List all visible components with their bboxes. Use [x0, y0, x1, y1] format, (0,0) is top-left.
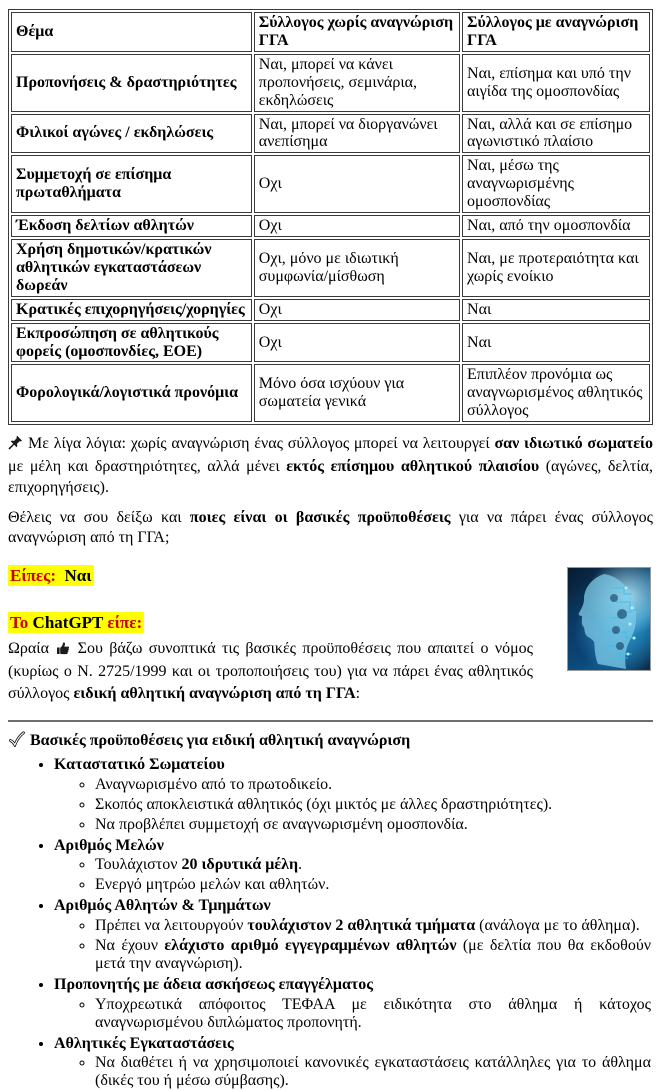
row-with: Ναι, από την ομοσπονδία: [462, 215, 650, 237]
you-said-line: [8, 565, 653, 588]
header-topic: Θέμα: [11, 12, 252, 52]
requirement-sublist: [54, 776, 653, 834]
pushpin-icon: [8, 435, 23, 457]
row-without: Οχι: [254, 155, 460, 213]
row-with: Ναι: [462, 323, 650, 363]
row-with: Ναι, μέσω της αναγνωρισμένης ομοσπονδίας: [462, 155, 650, 213]
requirement-subitem: ◦ Σκοπός αποκλειστικά αθλητικός (όχι μικτός με άλλες δραστηριότητες).: [95, 796, 653, 814]
requirement-item: [54, 837, 653, 895]
requirement-subitem: ◦ Αναγνωρισμένο από το πρωτοδικείο.: [95, 776, 653, 794]
requirement-subitem: ◦ Ενεργό μητρώο μελών και αθλητών.: [95, 876, 653, 894]
row-topic: Κρατικές επιχορηγήσεις/χορηγίες: [11, 299, 252, 321]
requirement-sublist: [54, 856, 653, 894]
requirement-title: Αριθμός Μελών: [54, 836, 164, 854]
table-row: [11, 299, 650, 321]
row-topic: Χρήση δημοτικών/κρατικών αθλητικών εγκαταστάσεων δωρεάν: [11, 239, 252, 297]
row-topic: Συμμετοχή σε επίσημα πρωταθλήματα: [11, 155, 252, 213]
chatgpt-said-highlight: [8, 612, 144, 633]
table-row: [11, 364, 650, 422]
requirement-sublist: [54, 1054, 653, 1090]
requirement-subitem: ◦ Πρέπει να λειτουργούν τουλάχιστον 2 αθλητικά τμήματα (ανάλογα με το άθλημα).: [95, 917, 653, 935]
chatgpt-said-line: [8, 612, 653, 635]
requirement-item: [54, 976, 653, 1032]
requirement-subitem: ◦ Υποχρεωτικά απόφοιτος ΤΕΦΑΑ με ειδικότητα στο άθλημα ή κάτοχος αναγνωρισμένου διπλώματος προπονητή.: [95, 996, 653, 1032]
row-without: Οχι: [254, 323, 460, 363]
you-said-answer: Ναι: [64, 566, 92, 586]
answer-paragraph: [8, 638, 533, 705]
table-row: [11, 114, 650, 154]
row-with: Ναι: [462, 299, 650, 321]
row-topic: Εκπροσώπηση σε αθλητικούς φορείς (ομοσπονδίες, ΕΟΕ): [11, 323, 252, 363]
ai-head-image: [567, 567, 651, 671]
requirement-item: [54, 1035, 653, 1090]
row-with: Ναι, με προτεραιότητα και χωρίς ενοίκιο: [462, 239, 650, 297]
requirement-title: Καταστατικό Σωματείου: [54, 755, 225, 773]
question-paragraph: Θέλεις να σου δείξω και ποιες είναι οι βασικές προϋποθέσεις για να πάρει ένας σύλλογος αναγνώριση από τη ΓΓΑ;: [8, 508, 654, 547]
requirement-item: [54, 897, 653, 973]
requirement-subitem: ◦ Τουλάχιστον 20 ιδρυτικά μέλη.: [95, 856, 653, 874]
requirements-heading: [8, 731, 653, 752]
row-without: Ναι, μπορεί να κάνει προπονήσεις, σεμινάρια, εκδηλώσεις: [254, 54, 460, 112]
header-without-recognition: Σύλλογος χωρίς αναγνώριση ΓΓΑ: [254, 12, 460, 52]
row-without: Ναι, μπορεί να διοργανώνει ανεπίσημα: [254, 114, 460, 154]
section-divider: [8, 720, 653, 722]
answer-text: Σου βάζω συνοπτικά τις βασικές προϋποθέσεις που απαιτεί ο νόμος (κυρίως ο Ν. 2725/1999 και οι τροποποιήσεις του) για να πάρει ένας αθλητικός σύλλογος ειδική αθλητική αναγνώριση από τη ΓΓΑ:: [8, 639, 533, 702]
chatgpt-said-suffix: είπε:: [103, 612, 143, 632]
row-without: Μόνο όσα ισχύουν για σωματεία γενικά: [254, 364, 460, 422]
row-topic: Φορολογικά/λογιστικά προνόμια: [11, 364, 252, 422]
requirement-title: Αθλητικές Εγκαταστάσεις: [54, 1034, 234, 1052]
row-without: Οχι: [254, 215, 460, 237]
requirements-list: [8, 756, 653, 1090]
requirement-sublist: [54, 917, 653, 973]
table-row: [11, 239, 650, 297]
row-without: Οχι: [254, 299, 460, 321]
requirement-sublist: [54, 996, 653, 1032]
row-with: Επιπλέον προνόμια ως αναγνωρισμένος αθλητικός σύλλογος: [462, 364, 650, 422]
you-said-highlight: [8, 565, 94, 586]
chatgpt-said-prefix: Το: [10, 612, 33, 632]
table-header-row: [11, 12, 650, 52]
row-without: Οχι, μόνο με ιδιωτική συμφωνία/μίσθωση: [254, 239, 460, 297]
row-topic: Έκδοση δελτίων αθλητών: [11, 215, 252, 237]
summary-paragraph: [8, 434, 653, 498]
row-topic: Προπονήσεις & δραστηριότητες: [11, 54, 252, 112]
row-topic: Φιλικοί αγώνες / εκδηλώσεις: [11, 114, 252, 154]
summary-text: Με λίγα λόγια: χωρίς αναγνώριση ένας σύλλογος μπορεί να λειτουργεί σαν ιδιωτικό σωματείο με μέλη και δραστηριότητες, αλλά μένει εκτός επίσημου αθλητικού πλαισίου (αγώνες, δελτία, επιχορηγήσεις).: [8, 435, 654, 496]
requirement-item: [54, 756, 653, 834]
requirement-subitem: ◦ Να διαθέτει ή να χρησιμοποιεί κανονικές εγκαταστάσεις κατάλληλες για το άθλημα (δικές του ή μέσω σύμβασης).: [95, 1054, 653, 1090]
chat-response-section: [8, 565, 653, 704]
requirement-subitem: ◦ Να προβλέπει συμμετοχή σε αναγνωρισμένη ομοσπονδία.: [95, 816, 653, 834]
you-said-label: Είπες:: [10, 566, 57, 586]
thumbs-up-icon: [56, 640, 70, 662]
requirement-title: Αριθμός Αθλητών & Τμημάτων: [54, 897, 271, 915]
requirement-subitem: ◦ Να έχουν ελάχιστο αριθμό εγγεγραμμένων αθλητών (με δελτία που θα εκδοθούν μετά την αναγνώριση).: [95, 937, 653, 973]
requirement-title: Προπονητής με άδεια ασκήσεως επαγγέλματος: [54, 975, 373, 993]
chatgpt-brand: ChatGPT: [32, 612, 104, 632]
table-row: [11, 323, 650, 363]
table-row: [11, 54, 650, 112]
row-with: Ναι, επίσημα και υπό την αιγίδα της ομοσπονδίας: [462, 54, 650, 112]
check-icon: [8, 731, 25, 752]
answer-lead: Ωραία: [8, 639, 56, 657]
comparison-table: [8, 9, 653, 425]
requirements-heading-text: Βασικές προϋποθέσεις για ειδική αθλητική αναγνώριση: [30, 732, 411, 750]
row-with: Ναι, αλλά και σε επίσημο αγωνιστικό πλαίσιο: [462, 114, 650, 154]
table-row: [11, 155, 650, 213]
table-row: [11, 215, 650, 237]
header-with-recognition: Σύλλογος με αναγνώριση ΓΓΑ: [462, 12, 650, 52]
